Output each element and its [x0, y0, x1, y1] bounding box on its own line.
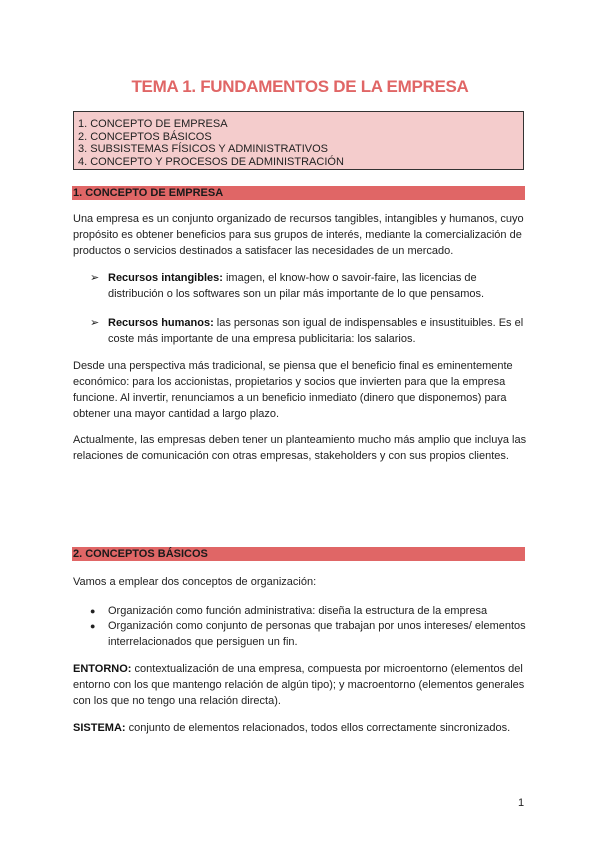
- page-number: 1: [518, 797, 525, 809]
- arrow-bullet-icon: ➢: [90, 272, 100, 284]
- section-heading-2: 2. CONCEPTOS BÁSICOS: [72, 547, 525, 561]
- toc-item: 2. CONCEPTOS BÁSICOS: [78, 130, 212, 143]
- bullet-text: Organización como función administrativa: diseña la estructura de la empresa: [108, 605, 488, 617]
- toc-item: 3. SUBSISTEMAS FÍSICOS Y ADMINISTRATIVOS: [78, 143, 329, 155]
- arrow-bullet-icon: ➢: [90, 317, 100, 329]
- sistema-definition: [73, 720, 533, 736]
- definition-term: ENTORNO:: [73, 663, 132, 675]
- bullet-text: imagen, el know-how o savoir-faire, las licencias de distribución o los softwares son un pilar más importante de lo que pensamos.: [108, 272, 485, 300]
- section1-intro: Una empresa es un conjunto organizado de recursos tangibles, intangibles y humanos, cuyo propósito es obtener beneficios para sus grupos de interés, mediante la comercialización de productos o servicios destinados a satisfacer las necesidades de un mercado.: [73, 213, 524, 257]
- dot-bullet-icon: ●: [90, 621, 96, 631]
- list-item: [90, 618, 530, 650]
- section2-intro: Vamos a emplear dos conceptos de organización:: [73, 576, 317, 588]
- section1-paragraph: Actualmente, las empresas deben tener un planteamiento mucho más amplio que incluya las relaciones de comunicación con otras empresas, stakeholders y con sus propios clientes.: [73, 434, 527, 462]
- bullet-term: Recursos humanos:: [108, 317, 214, 329]
- bullet-term: Recursos intangibles:: [108, 272, 223, 284]
- entorno-definition: [73, 661, 533, 709]
- definition-term: SISTEMA:: [73, 722, 126, 734]
- bullet-text: las personas son igual de indispensables e insustituibles. Es el coste más importante de una empresa publicitaria: los salarios.: [108, 317, 524, 345]
- section1-paragraph: Desde una perspectiva más tradicional, se piensa que el beneficio final es eminentemente económico: para los accionistas, propietarios y socios que invierten para que la empresa funcione. Al invertir, renunciamos a un beneficio inmediato (dinero que disponemos) para obtener una mayor cantidad a largo plazo.: [73, 360, 513, 420]
- bullet-text: Organización como conjunto de personas que trabajan por unos intereses/ elementos interrelacionados que persiguen un fin.: [108, 620, 526, 648]
- toc-item: 1. CONCEPTO DE EMPRESA: [78, 118, 228, 130]
- page-title: TEMA 1. FUNDAMENTOS DE LA EMPRESA: [131, 77, 469, 96]
- list-item: [90, 270, 530, 302]
- section-heading-1: 1. CONCEPTO DE EMPRESA: [72, 186, 525, 200]
- list-item: [90, 315, 530, 347]
- definition-text: conjunto de elementos relacionados, todos ellos correctamente sincronizados.: [125, 722, 511, 734]
- toc-item: 4. CONCEPTO Y PROCESOS DE ADMINISTRACIÓN: [78, 155, 344, 168]
- dot-bullet-icon: ●: [90, 606, 96, 616]
- list-item: [90, 603, 530, 619]
- table-of-contents: [73, 111, 524, 170]
- definition-text: contextualización de una empresa, compuesta por microentorno (elementos del entorno con los que mantengo relación de algún tipo); y macroentorno (elementos generales con los que no tengo una relación directa).: [73, 663, 525, 707]
